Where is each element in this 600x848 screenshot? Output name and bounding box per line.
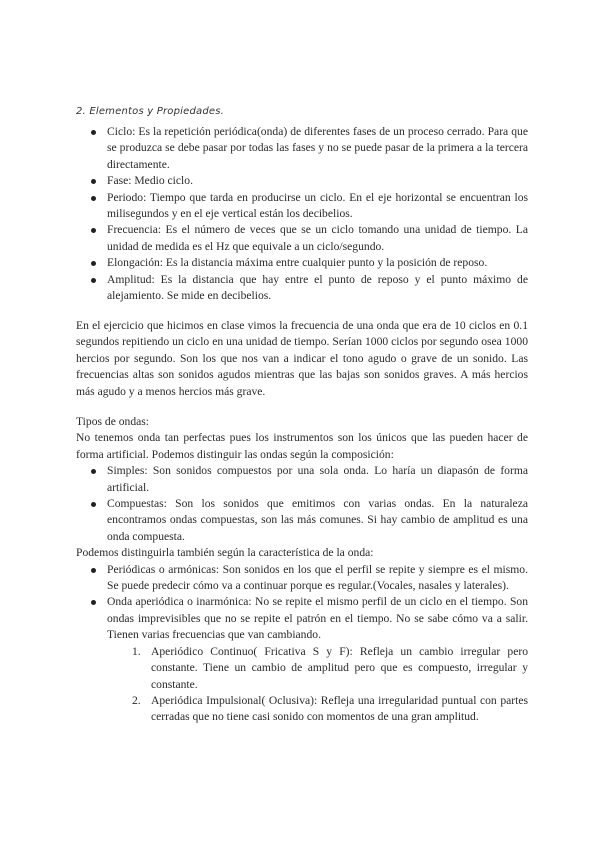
list-number: 1. (132, 644, 141, 658)
property-item-elongacion: Elongación: Es la distancia máxima entre cualquier punto y la posición de reposo. (76, 255, 528, 271)
aperiodic-type-continuo (130, 644, 528, 693)
wave-types-intro: No tenemos onda tan perfectas pues los instrumentos son los únicos que las pueden hacer de forma artificial. Podemos distinguir las ondas según la composición: (76, 431, 528, 461)
exercise-paragraph: En el ejercicio que hicimos en clase vimos la frecuencia de una onda que era de 10 ciclos en 0.1 segundos repitiendo un ciclo en una unidad de tiempo. Serían 1000 ciclos por segundo osea 1000 hercios por segundo. Son los que nos van a indicar el tono agudo o grave de un sonido. Las frecuencias altas son sonidos agudos mientras que las bajas son sonidos graves. A más hercios más agudo y a menos hercios más grave. (76, 319, 528, 398)
aperiodic-types-list (130, 644, 528, 726)
character-intro: Podemos distinguirla también según la característica de la onda: (76, 546, 374, 560)
character-item-aperiodica: Onda aperiódica o inarmónica: No se repite el mismo perfil de un ciclo en el tiempo. Son ondas imprevisibles que no se repite el patrón en el tiempo. No se sabe cómo va a salir. Tienen varias frecuencias que van cambiando. (76, 594, 528, 643)
section-heading: 2. Elementos y Propiedades. (76, 106, 225, 117)
property-item-periodo: Periodo: Tiempo que tarda en producirse un ciclo. En el eje horizontal se encuentran los milisegundos y en el eje vertical están los decibelios. (76, 190, 528, 223)
composition-list (76, 463, 528, 545)
aperiodic-type-text: Aperiódica Impulsional( Oclusiva): Refleja una irregularidad puntual con partes cerradas que no tiene casi sonido con momentos de una gran amplitud. (151, 693, 528, 724)
list-number: 2. (132, 693, 141, 707)
composition-item-simples: Simples: Son sonidos compuestos por una sola onda. Lo haría un diapasón de forma artificial. (76, 463, 528, 496)
properties-list-block (76, 124, 528, 304)
property-item-frecuencia: Frecuencia: Es el número de veces que se un ciclo tomando una unidad de tiempo. La unidad de medida es el Hz que equivale a un ciclo/segundo. (76, 222, 528, 255)
character-list (76, 562, 528, 644)
wave-types-section (76, 414, 528, 726)
property-item-ciclo: Ciclo: Es la repetición periódica(onda) de diferentes fases de un proceso cerrado. Para que se produzca se debe pasar por todas las fases y no se puede pasar de la primera a la tercera directamente. (76, 124, 528, 173)
aperiodic-type-impulsional (130, 693, 528, 726)
property-item-fase: Fase: Medio ciclo. (76, 173, 528, 189)
composition-item-compuestas: Compuestas: Son los sonidos que emitimos con varias ondas. En la naturaleza encontramos ondas compuestas, son las más comunes. Si hay cambio de amplitud es una onda compuesta. (76, 496, 528, 545)
aperiodic-type-text: Aperiódico Continuo( Fricativa S y F): Refleja un cambio irregular pero constante. Tiene un cambio de amplitud pero que es compuesto, irregular y constante. (151, 644, 528, 691)
wave-types-title: Tipos de ondas: (76, 415, 150, 428)
property-item-amplitud: Amplitud: Es la distancia que hay entre el punto de reposo y el punto máximo de alejamiento. Se mide en decibelios. (76, 272, 528, 305)
properties-list (76, 124, 528, 304)
aperiodic-types-block (130, 644, 528, 726)
character-item-periodicas: Periódicas o armónicas: Son sonidos en los que el perfil se repite y siempre es el mismo. Se puede predecir cómo va a continuar porque es regular.(Vocales, nasales y laterales). (76, 562, 528, 595)
